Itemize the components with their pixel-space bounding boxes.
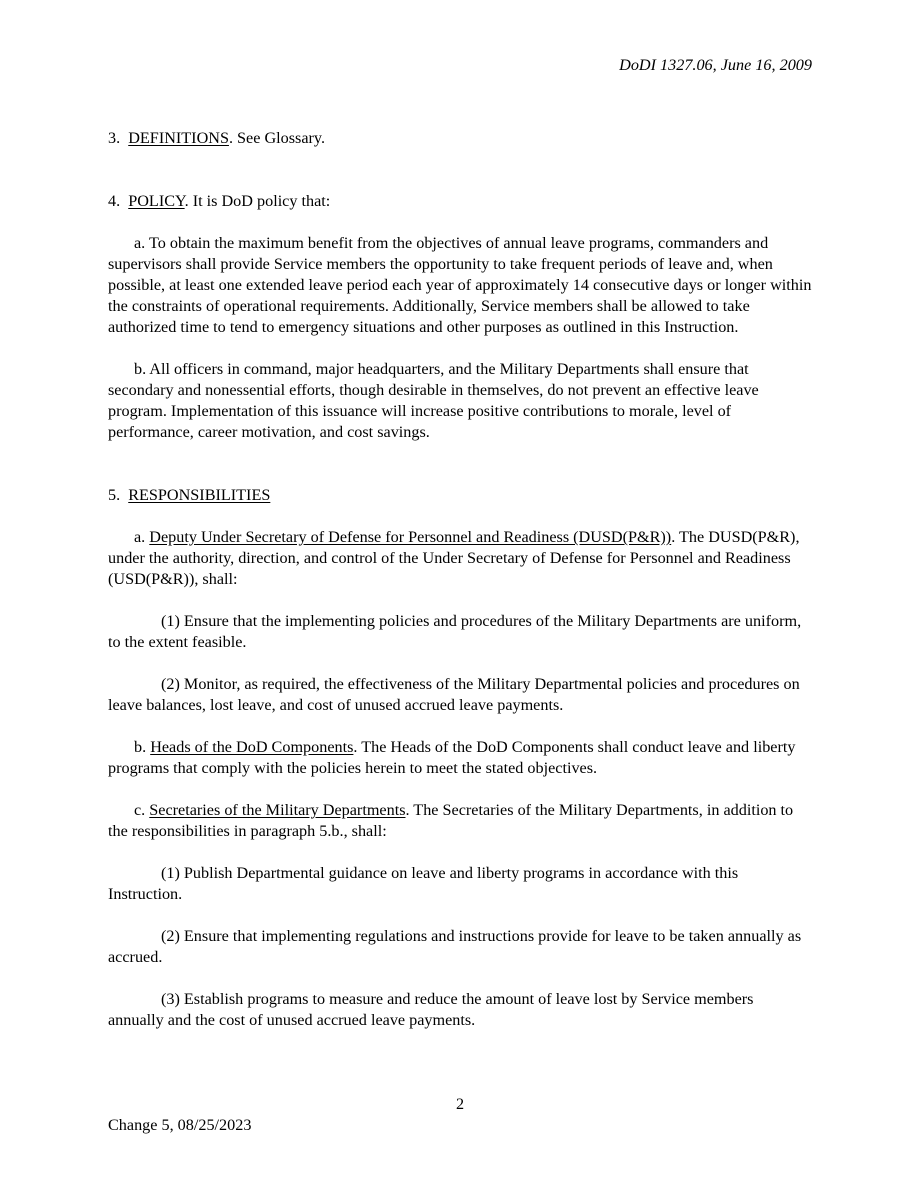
paragraph-5c1: (1) Publish Departmental guidance on leave and liberty programs in accordance with this Instruction.: [108, 864, 739, 903]
page-number: 2: [455, 1095, 465, 1113]
paragraph-5c3: (3) Establish programs to measure and reduce the amount of leave lost by Service members annually and the cost of unused accrued leave payments.: [108, 990, 754, 1029]
section-5: [108, 485, 812, 506]
paragraph-4b: b. All officers in command, major headquarters, and the Military Departments shall ensure that secondary and nonessential efforts, though desirable in themselves, do not prevent an effective leave program. Implementation of this issuance will increase positive contributions to morale, level of performance, career motivation, and cost savings.: [108, 360, 759, 441]
paragraph-heading: Secretaries of the Military Departments: [149, 801, 406, 819]
section-number: 3.: [108, 129, 121, 147]
paragraph-5c: c. Secretaries of the Military Departments. The Secretaries of the Military Departments, in addition to the responsibilities in paragraph 5.b., shall:: [108, 801, 794, 840]
paragraph-5b: b. Heads of the DoD Components. The Heads of the DoD Components shall conduct leave and liberty programs that comply with the policies herein to meet the stated objectives.: [108, 738, 796, 777]
paragraph-5a1: (1) Ensure that the implementing policies and procedures of the Military Departments are uniform, to the extent feasible.: [108, 612, 802, 651]
section-title: RESPONSIBILITIES: [128, 486, 271, 504]
section-text: . See Glossary.: [228, 129, 326, 147]
paragraph-heading: Deputy Under Secretary of Defense for Personnel and Readiness (DUSD(P&R)): [149, 528, 672, 546]
section-3: [108, 128, 812, 149]
section-text: . It is DoD policy that:: [184, 192, 331, 210]
paragraph-5c2: (2) Ensure that implementing regulations and instructions provide for leave to be taken annually as accrued.: [108, 927, 802, 966]
section-title: DEFINITIONS: [128, 129, 229, 147]
paragraph-4a: a. To obtain the maximum benefit from the objectives of annual leave programs, commanders and supervisors shall provide Service members the opportunity to take frequent periods of leave and, when possible, at least one extended leave period each year of approximately 14 consecutive days or longer within the constraints of operational requirements. Additionally, Service members shall be allowed to take authorized time to tend to emergency situations and other purposes as outlined in this Instruction.: [108, 234, 812, 336]
paragraph-heading: Heads of the DoD Components: [150, 738, 354, 756]
section-number: 4.: [108, 192, 121, 210]
paragraph-5a2: (2) Monitor, as required, the effectiveness of the Military Departmental policies and procedures on leave balances, lost leave, and cost of unused accrued leave payments.: [108, 675, 800, 714]
change-footer: Change 5, 08/25/2023: [108, 1116, 252, 1134]
section-title: POLICY: [128, 192, 185, 210]
paragraph-5a: a. Deputy Under Secretary of Defense for Personnel and Readiness (DUSD(P&R)). The DUSD(P&R), under the authority, direction, and control of the Under Secretary of Defense for Personnel and Readiness (USD(P&R)), shall:: [108, 528, 800, 588]
section-number: 5.: [108, 486, 121, 504]
section-4: [108, 191, 812, 212]
document-body: [108, 128, 812, 1031]
running-header: DoDI 1327.06, June 16, 2009: [619, 56, 812, 74]
